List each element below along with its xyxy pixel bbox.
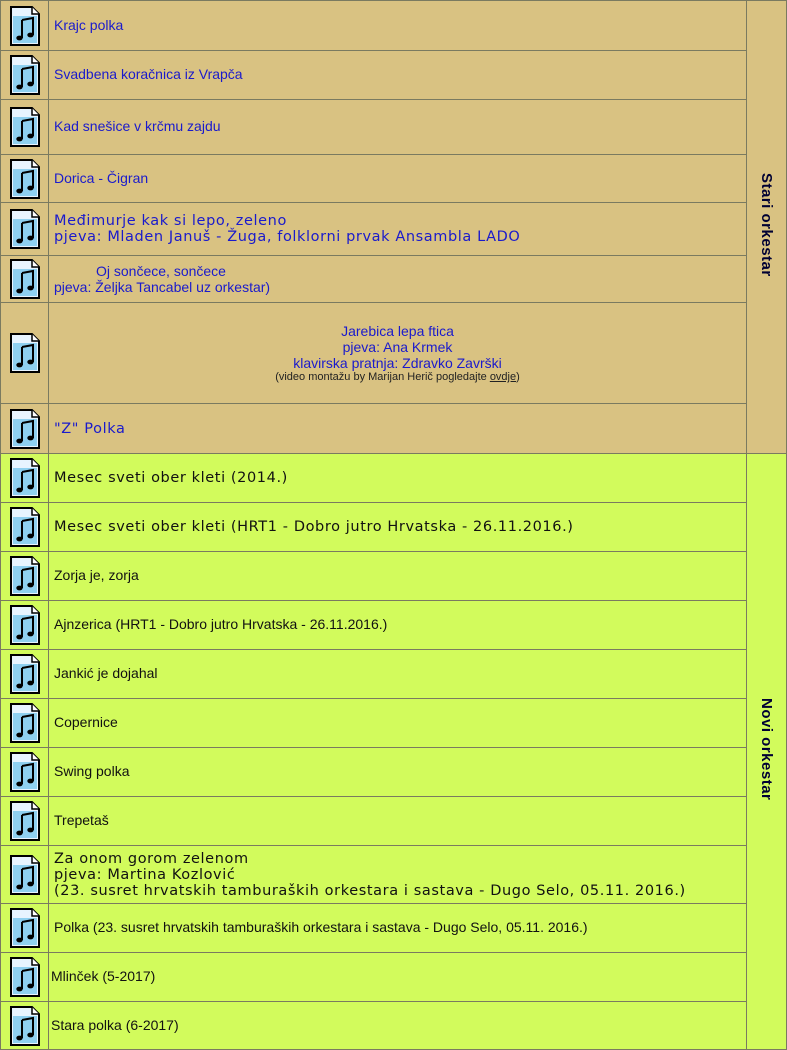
- song-title[interactable]: Jankić je dojahal: [54, 665, 158, 681]
- table-row[interactable]: [1, 454, 787, 503]
- icon-cell[interactable]: [1, 552, 49, 601]
- song-title-cell[interactable]: [49, 100, 747, 155]
- song-title-cell[interactable]: [49, 51, 747, 100]
- song-title-cell[interactable]: [49, 256, 747, 303]
- music-file-icon[interactable]: [8, 1005, 42, 1047]
- song-title-cell[interactable]: [49, 203, 747, 256]
- table-row[interactable]: [1, 601, 787, 650]
- music-file-icon[interactable]: [8, 332, 42, 374]
- song-title[interactable]: Krajc polka: [54, 16, 124, 33]
- song-performer: pjeva: Ana Krmek: [342, 339, 453, 355]
- table-row[interactable]: [1, 155, 787, 203]
- music-file-icon[interactable]: [8, 604, 42, 646]
- section-label-stari: Stari orkestar: [758, 172, 775, 277]
- song-title-cell[interactable]: [49, 699, 747, 748]
- icon-cell[interactable]: [1, 846, 49, 904]
- icon-cell[interactable]: [1, 748, 49, 797]
- song-title[interactable]: Mlinček (5-2017): [51, 968, 156, 984]
- song-title[interactable]: Dorica - Čigran: [54, 169, 149, 186]
- music-file-icon[interactable]: [8, 457, 42, 499]
- icon-cell[interactable]: [1, 454, 49, 503]
- table-row[interactable]: [1, 503, 787, 552]
- song-title[interactable]: "Z" Polka: [54, 420, 126, 437]
- icon-cell[interactable]: [1, 51, 49, 100]
- song-title-cell[interactable]: [49, 404, 747, 454]
- music-file-icon[interactable]: [8, 258, 42, 300]
- music-file-icon[interactable]: [8, 854, 42, 896]
- icon-cell[interactable]: [1, 1, 49, 51]
- music-file-icon[interactable]: [8, 158, 42, 200]
- song-title[interactable]: Mesec sveti ober kleti (HRT1 - Dobro jutro Hrvatska - 26.11.2016.): [54, 519, 574, 535]
- music-file-icon[interactable]: [8, 208, 42, 250]
- video-link[interactable]: ovdje: [489, 371, 517, 383]
- icon-cell[interactable]: [1, 203, 49, 256]
- table-row[interactable]: [1, 552, 787, 601]
- song-title-cell[interactable]: [49, 601, 747, 650]
- song-title[interactable]: Ajnzerica (HRT1 - Dobro jutro Hrvatska - 26.11.2016.): [54, 616, 388, 632]
- music-file-icon[interactable]: [8, 800, 42, 842]
- table-row[interactable]: [1, 100, 787, 155]
- table-row[interactable]: [1, 904, 787, 953]
- table-row[interactable]: [1, 1002, 787, 1050]
- icon-cell[interactable]: [1, 699, 49, 748]
- icon-cell[interactable]: [1, 404, 49, 454]
- icon-cell[interactable]: [1, 303, 49, 404]
- song-title[interactable]: Međimurje kak si lepo, zeleno: [54, 213, 287, 229]
- table-row[interactable]: [1, 303, 787, 404]
- song-event: (23. susret hrvatskih tamburaških orkestara i sastava - Dugo Selo, 05.11. 2016.): [54, 882, 686, 899]
- song-title[interactable]: Stara polka (6-2017): [51, 1016, 179, 1033]
- music-file-icon[interactable]: [8, 653, 42, 695]
- table-row[interactable]: [1, 748, 787, 797]
- song-title-cell[interactable]: [49, 953, 747, 1002]
- music-file-icon[interactable]: [8, 54, 42, 96]
- table-row[interactable]: [1, 953, 787, 1002]
- music-file-icon[interactable]: [8, 506, 42, 548]
- song-title[interactable]: Jarebica lepa ftica: [341, 323, 454, 339]
- icon-cell[interactable]: [1, 797, 49, 846]
- icon-cell[interactable]: [1, 904, 49, 953]
- icon-cell[interactable]: [1, 100, 49, 155]
- song-performer: pjeva: Mladen Januš - Žuga, folklorni prvak Ansambla LADO: [54, 229, 521, 245]
- song-title[interactable]: Oj sončece, sončece: [96, 263, 226, 279]
- song-performer: pjeva: Martina Kozlović: [54, 866, 236, 883]
- song-title-cell[interactable]: [49, 797, 747, 846]
- song-title[interactable]: Za onom gorom zelenom: [54, 850, 249, 867]
- song-title-cell[interactable]: [49, 904, 747, 953]
- song-accompaniment: klavirska pratnja: Zdravko Završki: [293, 355, 502, 371]
- song-performer: pjeva: Željka Tancabel uz orkestar): [54, 279, 271, 295]
- music-file-icon[interactable]: [8, 408, 42, 450]
- icon-cell[interactable]: [1, 503, 49, 552]
- icon-cell[interactable]: [1, 155, 49, 203]
- music-file-icon[interactable]: [8, 907, 42, 949]
- table-row[interactable]: [1, 650, 787, 699]
- table-row[interactable]: [1, 797, 787, 846]
- song-title-cell[interactable]: [49, 1, 747, 51]
- song-title[interactable]: Polka (23. susret hrvatskih tamburaških orkestara i sastava - Dugo Selo, 05.11. 2016.): [54, 919, 588, 935]
- section-label-cell: [747, 1, 787, 454]
- music-file-icon[interactable]: [8, 702, 42, 744]
- video-note-end: ): [516, 371, 520, 383]
- music-file-icon[interactable]: [8, 5, 42, 47]
- section-label-cell: [747, 454, 787, 1050]
- song-title-cell[interactable]: [49, 650, 747, 699]
- table-row[interactable]: [1, 51, 787, 100]
- song-title-cell[interactable]: [49, 454, 747, 503]
- icon-cell[interactable]: [1, 953, 49, 1002]
- song-title[interactable]: Mesec sveti ober kleti (2014.): [54, 470, 288, 486]
- video-note-text: (video montažu by Marijan Herič pogledajte: [275, 371, 490, 383]
- song-title-cell[interactable]: [49, 846, 747, 904]
- table-row[interactable]: [1, 203, 787, 256]
- song-title[interactable]: Svadbena koračnica iz Vrapča: [54, 66, 243, 82]
- song-title-cell[interactable]: [49, 552, 747, 601]
- song-title-cell[interactable]: [49, 748, 747, 797]
- music-file-icon[interactable]: [8, 751, 42, 793]
- song-title-cell[interactable]: [49, 155, 747, 203]
- song-title[interactable]: Copernice: [54, 714, 118, 730]
- music-file-icon[interactable]: [8, 555, 42, 597]
- song-title-cell[interactable]: [49, 1002, 747, 1050]
- music-file-icon[interactable]: [8, 106, 42, 148]
- table-row[interactable]: [1, 404, 787, 454]
- table-row[interactable]: [1, 256, 787, 303]
- song-title-cell[interactable]: [49, 303, 747, 404]
- table-row[interactable]: [1, 699, 787, 748]
- table-row[interactable]: [1, 846, 787, 904]
- music-file-icon[interactable]: [8, 956, 42, 998]
- song-title-cell[interactable]: [49, 503, 747, 552]
- song-title[interactable]: Swing polka: [54, 763, 130, 779]
- song-title[interactable]: Zorja je, zorja: [54, 567, 139, 583]
- song-title[interactable]: Kad snešice v krčmu zajdu: [54, 118, 221, 134]
- song-title[interactable]: Trepetaš: [54, 812, 109, 828]
- video-note: [49, 371, 746, 383]
- icon-cell[interactable]: [1, 601, 49, 650]
- icon-cell[interactable]: [1, 256, 49, 303]
- table-row[interactable]: [1, 1, 787, 51]
- icon-cell[interactable]: [1, 650, 49, 699]
- icon-cell[interactable]: [1, 1002, 49, 1050]
- section-label-novi: Novi orkestar: [758, 697, 775, 801]
